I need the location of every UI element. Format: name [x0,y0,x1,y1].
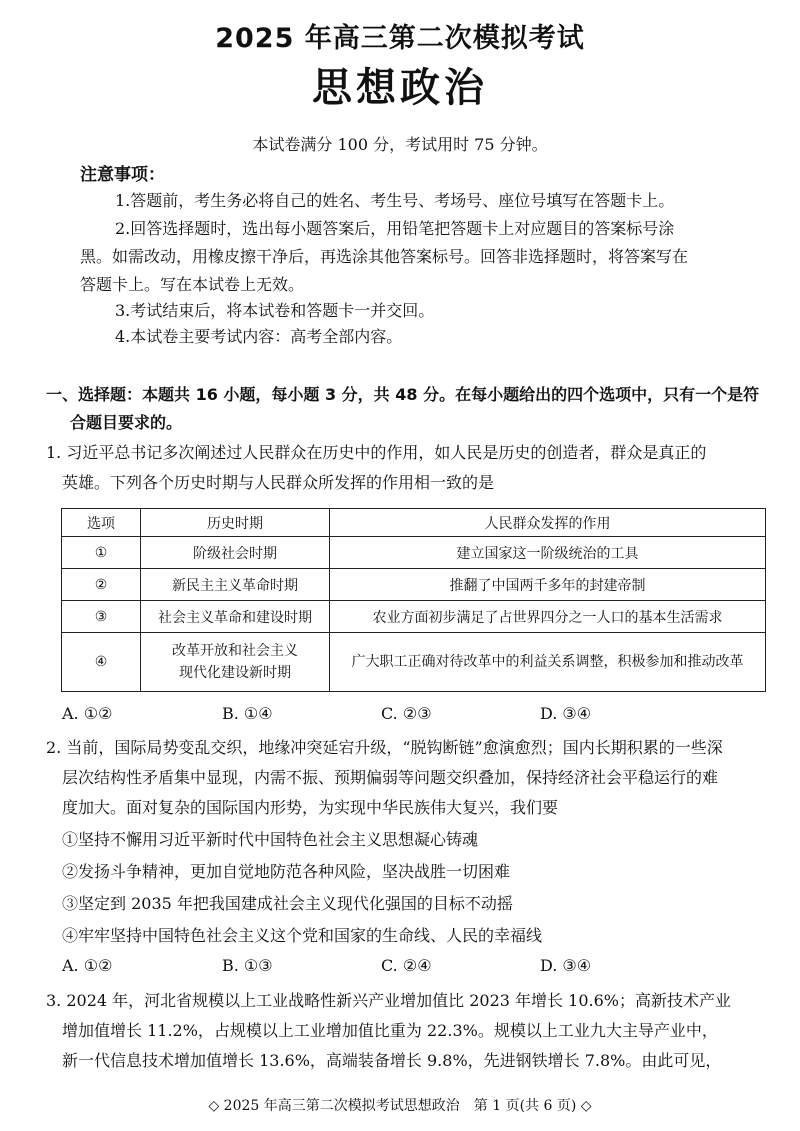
table-header: 选项 [62,509,141,537]
option-c: C. ②④ [381,956,432,975]
option-a: A. ①② [62,704,113,723]
exam-info: 本试卷满分 100 分，考试用时 75 分钟。 [252,135,548,154]
table-header: 历史时期 [141,509,330,537]
question-stem: 层次结构性矛盾集中显现，内需不振、预期偏弱等问题交织叠加，保持经济社会平稳运行的难 [62,768,719,787]
table-cell: 广大职工正确对待改革中的利益关系调整，积极参加和推动改革 [330,633,766,692]
page-footer: ◇ 2025 年高三第二次模拟考试思想政治 第 1 页(共 6 页) ◇ [208,1098,592,1114]
question-stem: 3. 2024 年，河北省规模以上工业战略性新兴产业增加值比 2023 年增长 10.6%；高新技术产业 [46,991,731,1010]
option-d: D. ③④ [540,956,592,975]
table-cell: ③ [62,601,141,633]
table-row [62,537,766,569]
section-heading: 合题目要求的。 [70,413,183,432]
statement: ④牢牢坚持中国特色社会主义这个党和国家的生命线、人民的幸福线 [62,926,543,945]
table-row [62,601,766,633]
statement: ②发扬斗争精神，更加自觉地防范各种风险，坚决战胜一切困难 [62,862,511,881]
table-cell: ② [62,569,141,601]
option-d: D. ③④ [540,704,592,723]
table-cell: 社会主义革命和建设时期 [141,601,330,633]
table-cell: 农业方面初步满足了占世界四分之一人口的基本生活需求 [330,601,766,633]
period-line: 改革开放和社会主义 [172,643,298,659]
statement: ③坚定到 2035 年把我国建成社会主义现代化强国的目标不动摇 [62,894,513,913]
section-heading: 一、选择题：本题共 16 小题，每小题 3 分，共 48 分。在每小题给出的四个选项中，只有一个是符 [46,385,760,404]
table-cell: 新民主主义革命时期 [141,569,330,601]
notice-line: 3.考试结束后，将本试卷和答题卡一并交回。 [115,301,435,320]
exam-title: 2025 年高三第二次模拟考试 [215,23,585,54]
option-a: A. ①② [62,956,113,975]
table-cell: 推翻了中国两千多年的封建帝制 [330,569,766,601]
option-b: B. ①③ [222,956,273,975]
table-cell: ④ [62,633,141,692]
table-row [62,633,766,692]
table-header: 人民群众发挥的作用 [330,509,766,537]
question-stem: 1. 习近平总书记多次阐述过人民群众在历史中的作用，如人民是历史的创造者，群众是真正的 [46,443,707,462]
question-stem: 新一代信息技术增加值增长 13.6%，高端装备增长 9.8%，先进钢铁增长 7.8%。由此可见， [62,1051,722,1070]
question-stem: 增加值增长 11.2%，占规模以上工业增加值比重为 22.3%。规模以上工业九大主导产业中， [62,1021,718,1040]
table-cell: 建立国家这一阶级统治的工具 [330,537,766,569]
notice-line: 1.答题前，考生务必将自己的姓名、考生号、考场号、座位号填写在答题卡上。 [115,191,675,210]
notice-line: 2.回答选择题时，选出每小题答案后，用铅笔把答题卡上对应题目的答案标号涂 [115,219,675,238]
notice-heading: 注意事项： [80,165,165,185]
option-b: B. ①④ [222,704,273,723]
subject-title: 思想政治 [312,65,488,111]
question-stem: 度加大。面对复杂的国际国内形势，为实现中华民族伟大复兴，我们要 [62,798,559,817]
option-c: C. ②③ [381,704,432,723]
table-row [62,569,766,601]
history-table [61,508,766,692]
period-line: 现代化建设新时期 [179,665,291,681]
notice-line: 4.本试卷主要考试内容：高考全部内容。 [115,327,403,346]
question-stem: 英雄。下列各个历史时期与人民群众所发挥的作用相一致的是 [62,473,495,492]
notice-line: 黑。如需改动，用橡皮擦干净后，再选涂其他答案标号。回答非选择题时，将答案写在 [80,247,689,266]
table-cell: 阶级社会时期 [141,537,330,569]
statement: ①坚持不懈用习近平新时代中国特色社会主义思想凝心铸魂 [62,830,479,849]
table-cell [141,633,330,692]
table-cell: ① [62,537,141,569]
notice-line: 答题卡上。写在本试卷上无效。 [80,275,305,294]
question-stem: 2. 当前，国际局势变乱交织，地缘冲突延宕升级，“脱钩断链”愈演愈烈；国内长期积累的一些深 [46,738,723,757]
